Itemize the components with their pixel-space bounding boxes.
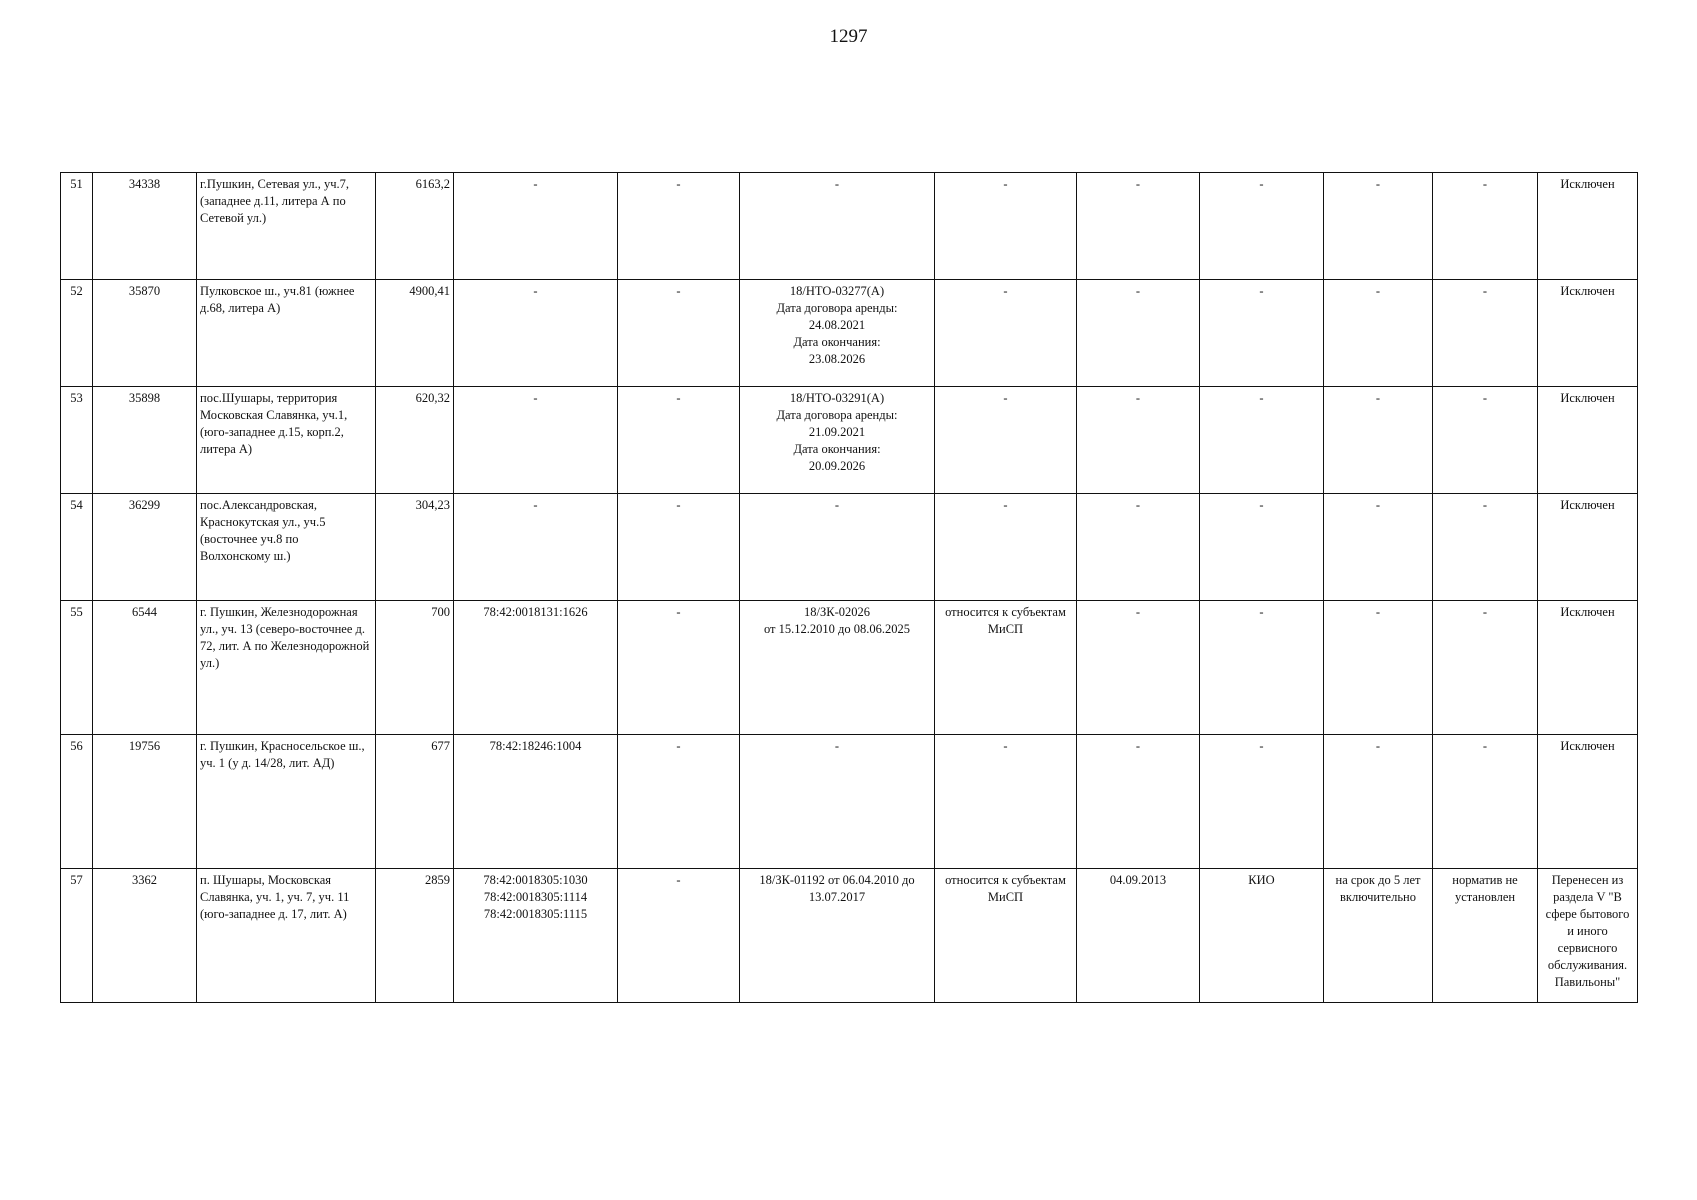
term-cell: -	[1324, 601, 1433, 735]
address-cell: г. Пушкин, Железнодорожная ул., уч. 13 (северо-восточнее д. 72, лит. А по Железнодорожной ул.)	[197, 601, 376, 735]
lease-contract-cell	[740, 601, 935, 735]
lease-contract-line: 18/НТО-03277(А)	[789, 284, 885, 298]
norm-cell: -	[1433, 735, 1538, 869]
authority-cell: -	[1200, 387, 1324, 494]
smsp-cell: -	[935, 494, 1077, 601]
cadastral-number-cell	[454, 869, 618, 1003]
smsp-cell: относится к субъектам МиСП	[935, 869, 1077, 1003]
row-number-cell: 57	[61, 869, 93, 1003]
table-row	[61, 387, 1638, 494]
status-cell: Исключен	[1538, 387, 1638, 494]
term-cell: -	[1324, 280, 1433, 387]
row-number-cell: 52	[61, 280, 93, 387]
object-id-cell: 35870	[93, 280, 197, 387]
table-row	[61, 280, 1638, 387]
area-cell: 620,32	[376, 387, 454, 494]
cadastral-number-line: 78:42:0018305:1114	[483, 890, 588, 904]
date-cell: -	[1077, 387, 1200, 494]
term-cell: -	[1324, 494, 1433, 601]
lease-contract-line: Дата договора аренды:	[776, 301, 898, 315]
term-cell: -	[1324, 387, 1433, 494]
lease-contract-line: 18/НТО-03291(А)	[789, 391, 885, 405]
column-6-cell: -	[618, 869, 740, 1003]
cadastral-number-cell	[454, 494, 618, 601]
object-id-cell: 35898	[93, 387, 197, 494]
term-cell: на срок до 5 лет включительно	[1324, 869, 1433, 1003]
status-cell: Перенесен из раздела V "В сфере бытового и иного сервисного обслуживания. Павильоны"	[1538, 869, 1638, 1003]
cadastral-number-line: 78:42:18246:1004	[489, 739, 582, 753]
table-row	[61, 494, 1638, 601]
cadastral-number-cell	[454, 387, 618, 494]
lease-contract-cell	[740, 173, 935, 280]
column-6-cell: -	[618, 601, 740, 735]
term-cell: -	[1324, 735, 1433, 869]
lease-contract-line: от 15.12.2010 до 08.06.2025	[763, 622, 911, 636]
column-6-cell: -	[618, 280, 740, 387]
row-number-cell: 56	[61, 735, 93, 869]
date-cell: -	[1077, 601, 1200, 735]
authority-cell: -	[1200, 173, 1324, 280]
status-cell: Исключен	[1538, 173, 1638, 280]
lease-contract-line: 23.08.2026	[808, 352, 866, 366]
column-6-cell: -	[618, 494, 740, 601]
lease-contract-cell	[740, 387, 935, 494]
registry-table	[60, 172, 1638, 1003]
date-cell: -	[1077, 280, 1200, 387]
authority-cell: -	[1200, 735, 1324, 869]
lease-contract-line: Дата договора аренды:	[776, 408, 898, 422]
smsp-cell: относится к субъектам МиСП	[935, 601, 1077, 735]
address-cell: пос.Шушары, территория Московская Славянка, уч.1, (юго-западнее д.15, корп.2, литера А)	[197, 387, 376, 494]
lease-contract-line: Дата окончания:	[793, 442, 881, 456]
norm-cell: -	[1433, 387, 1538, 494]
address-cell: Пулковское ш., уч.81 (южнее д.68, литера А)	[197, 280, 376, 387]
object-id-cell: 36299	[93, 494, 197, 601]
lease-contract-cell	[740, 735, 935, 869]
object-id-cell: 34338	[93, 173, 197, 280]
cadastral-number-line: 78:42:0018305:1030	[483, 873, 588, 887]
date-cell: -	[1077, 173, 1200, 280]
lease-contract-line: 24.08.2021	[808, 318, 866, 332]
norm-cell: -	[1433, 280, 1538, 387]
status-cell: Исключен	[1538, 735, 1638, 869]
address-cell: г. Пушкин, Красносельское ш., уч. 1 (у д. 14/28, лит. АД)	[197, 735, 376, 869]
cadastral-number-line: -	[533, 284, 538, 298]
object-id-cell: 19756	[93, 735, 197, 869]
lease-contract-line: -	[834, 177, 840, 191]
table-row	[61, 735, 1638, 869]
date-cell: 04.09.2013	[1077, 869, 1200, 1003]
smsp-cell: -	[935, 280, 1077, 387]
authority-cell: -	[1200, 494, 1324, 601]
norm-cell: -	[1433, 494, 1538, 601]
smsp-cell: -	[935, 173, 1077, 280]
cadastral-number-line: 78:42:0018131:1626	[483, 605, 588, 619]
cadastral-number-line: -	[533, 177, 538, 191]
lease-contract-line: -	[834, 498, 840, 512]
area-cell: 4900,41	[376, 280, 454, 387]
object-id-cell: 6544	[93, 601, 197, 735]
cadastral-number-line: 78:42:0018305:1115	[483, 907, 588, 921]
cadastral-number-line: -	[533, 391, 538, 405]
lease-contract-line: 18/ЗК-01192 от 06.04.2010 до 13.07.2017	[759, 873, 915, 904]
cadastral-number-cell	[454, 280, 618, 387]
address-cell: пос.Александровская, Краснокутская ул., уч.5 (восточнее уч.8 по Волхонскому ш.)	[197, 494, 376, 601]
row-number-cell: 53	[61, 387, 93, 494]
area-cell: 6163,2	[376, 173, 454, 280]
area-cell: 304,23	[376, 494, 454, 601]
authority-cell: КИО	[1200, 869, 1324, 1003]
area-cell: 700	[376, 601, 454, 735]
area-cell: 2859	[376, 869, 454, 1003]
object-id-cell: 3362	[93, 869, 197, 1003]
norm-cell: -	[1433, 173, 1538, 280]
status-cell: Исключен	[1538, 280, 1638, 387]
area-cell: 677	[376, 735, 454, 869]
smsp-cell: -	[935, 735, 1077, 869]
status-cell: Исключен	[1538, 494, 1638, 601]
table-row	[61, 173, 1638, 280]
table-row	[61, 869, 1638, 1003]
lease-contract-line: 18/ЗК-02026	[804, 605, 870, 619]
cadastral-number-cell	[454, 601, 618, 735]
date-cell: -	[1077, 735, 1200, 869]
address-cell: г.Пушкин, Сетевая ул., уч.7, (западнее д.11, литера А по Сетевой ул.)	[197, 173, 376, 280]
row-number-cell: 51	[61, 173, 93, 280]
lease-contract-cell	[740, 869, 935, 1003]
lease-contract-line: 21.09.2021	[808, 425, 866, 439]
column-6-cell: -	[618, 173, 740, 280]
column-6-cell: -	[618, 735, 740, 869]
norm-cell: норматив не установлен	[1433, 869, 1538, 1003]
lease-contract-line: Дата окончания:	[793, 335, 881, 349]
column-6-cell: -	[618, 387, 740, 494]
lease-contract-cell	[740, 494, 935, 601]
authority-cell: -	[1200, 280, 1324, 387]
lease-contract-line: -	[834, 739, 840, 753]
cadastral-number-cell	[454, 735, 618, 869]
table-body	[61, 173, 1638, 1003]
status-cell: Исключен	[1538, 601, 1638, 735]
norm-cell: -	[1433, 601, 1538, 735]
page-number: 1297	[829, 26, 868, 47]
term-cell: -	[1324, 173, 1433, 280]
address-cell: п. Шушары, Московская Славянка, уч. 1, уч. 7, уч. 11 (юго-западнее д. 17, лит. А)	[197, 869, 376, 1003]
table-row	[61, 601, 1638, 735]
cadastral-number-cell	[454, 173, 618, 280]
smsp-cell: -	[935, 387, 1077, 494]
authority-cell: -	[1200, 601, 1324, 735]
date-cell: -	[1077, 494, 1200, 601]
lease-contract-line: 20.09.2026	[808, 459, 866, 473]
row-number-cell: 54	[61, 494, 93, 601]
cadastral-number-line: -	[533, 498, 538, 512]
row-number-cell: 55	[61, 601, 93, 735]
lease-contract-cell	[740, 280, 935, 387]
